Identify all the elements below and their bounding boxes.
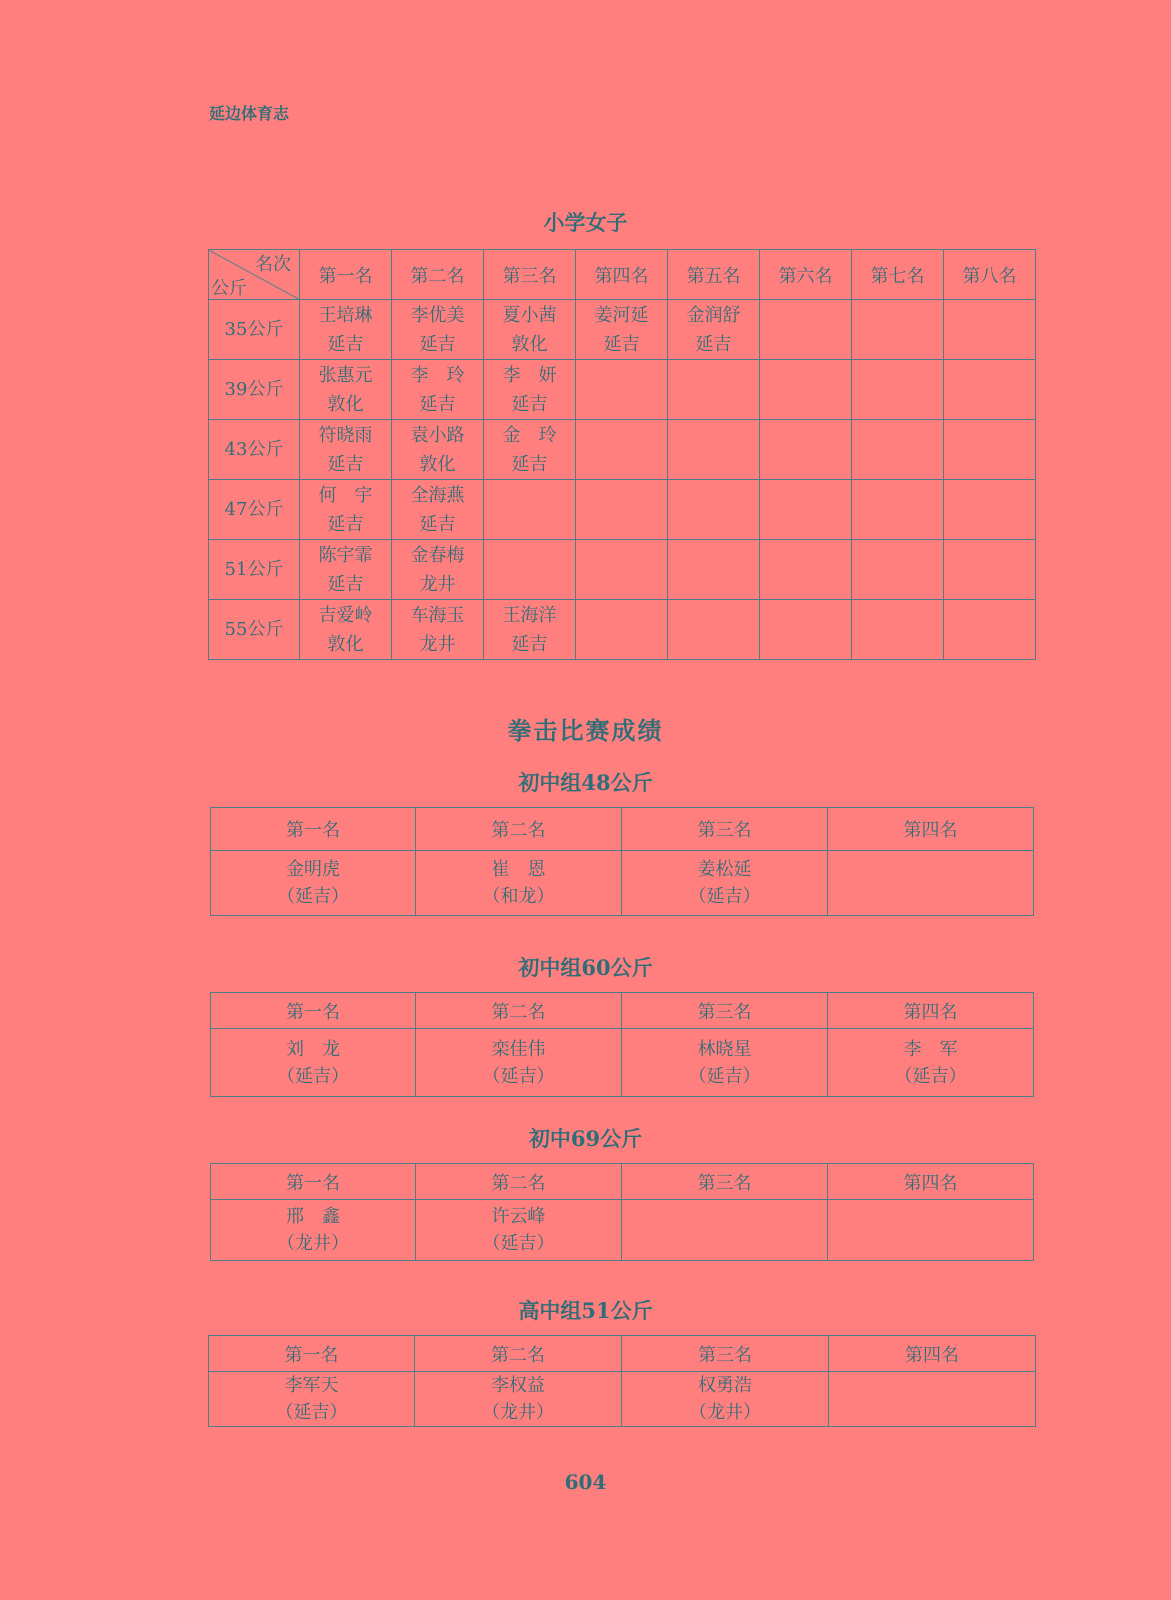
result-cell [300,540,392,600]
athlete-name: 李 玲 [410,364,465,386]
athlete-name: 金明虎 [286,859,340,880]
athlete-name: 符晓雨 [318,424,373,446]
boxing-table-title: 高中组51公斤 [518,1298,653,1323]
result-cell [760,360,852,420]
result-cell [484,420,576,480]
weight-class-cell: 43公斤 [209,420,300,480]
athlete-team: 敦化 [327,633,364,655]
result-cell [668,600,760,660]
athlete-name: 袁小路 [410,424,465,446]
column-header: 第二名 [416,993,622,1029]
girls-table-header-row [209,250,1036,300]
boxing-header-row [211,1164,1034,1200]
athlete-team: （龙井） [689,1402,761,1423]
column-header: 第四名 [828,808,1034,851]
athlete-name: 王海洋 [502,604,557,626]
result-cell [852,480,944,540]
weight-class-row [209,480,1036,540]
athlete-team: 延吉 [419,393,456,415]
result-cell [852,600,944,660]
column-header: 第四名 [829,1336,1036,1372]
result-cell [944,360,1036,420]
result-cell [300,300,392,360]
result-cell [416,851,622,916]
athlete-team: 延吉 [419,333,456,355]
result-cell [416,1029,622,1097]
column-header: 第三名 [622,1164,828,1200]
column-header: 第二名 [392,250,484,300]
weight-class-cell: 39公斤 [209,360,300,420]
result-cell [300,360,392,420]
result-cell [416,1200,622,1261]
result-cell [576,480,668,540]
athlete-team: 延吉 [695,333,732,355]
result-cell [852,420,944,480]
column-header: 第四名 [828,993,1034,1029]
athlete-name: 李优美 [410,304,465,326]
athlete-team: 龙井 [419,573,456,595]
result-cell [300,600,392,660]
athlete-team: （延吉） [277,886,349,907]
result-cell [668,540,760,600]
athlete-name: 崔 恩 [491,859,546,880]
result-cell [484,480,576,540]
result-cell [828,1029,1034,1097]
result-cell [852,360,944,420]
column-header: 第四名 [828,1164,1034,1200]
athlete-name: 陈宇霏 [318,544,373,566]
column-header: 第一名 [211,993,416,1029]
boxing-result-row [211,851,1034,916]
result-cell [760,480,852,540]
result-cell [944,540,1036,600]
weight-class-row [209,540,1036,600]
athlete-team: 延吉 [511,393,548,415]
column-header: 第一名 [209,1336,415,1372]
athlete-team: （延吉） [482,1065,555,1087]
athlete-team: （龙井） [277,1233,349,1254]
athlete-name: 李 妍 [502,364,557,386]
result-cell [392,480,484,540]
column-header: 第三名 [622,993,828,1029]
column-header: 第五名 [668,250,760,300]
boxing-result-row [209,1372,1036,1427]
boxing-result-row [211,1200,1034,1261]
column-header: 第一名 [211,808,416,851]
athlete-team: （延吉） [275,1402,348,1423]
athlete-name: 林晓星 [697,1038,752,1060]
weight-class-row [209,300,1036,360]
weight-class-row [209,420,1036,480]
athlete-team: （和龙） [482,886,555,907]
result-cell [576,540,668,600]
result-cell [944,420,1036,480]
result-cell [484,300,576,360]
result-cell [484,360,576,420]
athlete-team: 延吉 [327,513,364,535]
athlete-team: 延吉 [511,453,548,475]
column-header: 第一名 [300,250,392,300]
result-cell [576,360,668,420]
weight-class-cell: 47公斤 [209,480,300,540]
result-cell [760,300,852,360]
result-cell [668,360,760,420]
weight-class-cell: 51公斤 [209,540,300,600]
athlete-team: 敦化 [419,453,456,475]
result-cell [415,1372,622,1427]
athlete-name: 权勇浩 [698,1375,752,1396]
result-cell [300,420,392,480]
boxing-table-title: 初中69公斤 [528,1126,643,1151]
boxing-header-row [211,993,1034,1029]
boxing-table [210,992,1034,1097]
athlete-name: 许云峰 [491,1206,546,1227]
result-cell [392,360,484,420]
athlete-name: 李军天 [284,1375,339,1396]
athlete-name: 吉爱岭 [318,604,373,626]
athlete-team: （延吉） [277,1065,349,1087]
athlete-name: 姜河延 [594,304,649,326]
boxing-result-row [211,1029,1034,1097]
athlete-team: （延吉） [688,886,761,907]
boxing-table [210,1163,1034,1261]
column-header: 第三名 [484,250,576,300]
boxing-table-title: 初中组60公斤 [518,955,653,980]
column-header: 第三名 [622,1336,829,1372]
weight-class-cell: 35公斤 [209,300,300,360]
result-cell [576,420,668,480]
weight-class-cell: 55公斤 [209,600,300,660]
result-cell [668,480,760,540]
result-cell [668,300,760,360]
result-cell [828,1200,1034,1261]
result-cell [622,1200,828,1261]
athlete-team: 延吉 [327,573,364,595]
boxing-table [208,1335,1036,1427]
athlete-name: 金润舒 [686,304,741,326]
result-cell [392,300,484,360]
corner-weight-label: 公斤 [211,278,247,299]
column-header: 第二名 [415,1336,622,1372]
column-header: 第一名 [211,1164,416,1200]
athlete-team: 敦化 [511,333,548,355]
column-header: 第二名 [416,1164,622,1200]
column-header: 第三名 [622,808,828,851]
result-cell [944,480,1036,540]
boxing-table [210,807,1034,916]
page-number: 604 [564,1470,607,1494]
athlete-team: 龙井 [419,633,456,655]
boxing-header-row [211,808,1034,851]
athlete-team: 延吉 [327,333,364,355]
result-cell [211,851,416,916]
athlete-name: 张惠元 [318,364,373,386]
column-header: 第四名 [576,250,668,300]
result-cell [760,540,852,600]
athlete-name: 车海玉 [410,604,465,626]
running-header: 延边体育志 [209,104,290,123]
result-cell [668,420,760,480]
athlete-team: 延吉 [327,453,364,475]
result-cell [300,480,392,540]
athlete-team: 延吉 [603,333,640,355]
result-cell [828,851,1034,916]
athlete-name: 夏小茜 [502,304,557,326]
result-cell [760,600,852,660]
boxing-section-title: 拳击比赛成绩 [507,716,664,745]
weight-class-row [209,360,1036,420]
athlete-name: 姜松延 [697,859,752,880]
athlete-team: 敦化 [327,393,364,415]
result-cell [852,300,944,360]
athlete-name: 金春梅 [410,544,465,566]
athlete-team: （延吉） [894,1065,967,1087]
girls-results-table [208,249,1036,660]
athlete-name: 李 军 [903,1038,958,1060]
weight-class-row [209,600,1036,660]
athlete-name: 何 宇 [318,484,373,506]
girls-section-title: 小学女子 [543,210,628,235]
column-header: 第二名 [416,808,622,851]
boxing-table-title: 初中组48公斤 [518,770,653,795]
result-cell [211,1029,416,1097]
result-cell [944,300,1036,360]
athlete-name: 栾佳伟 [491,1038,546,1060]
result-cell [829,1372,1036,1427]
result-cell [211,1200,416,1261]
athlete-name: 全海燕 [410,484,465,506]
athlete-team: （延吉） [688,1065,761,1087]
column-header: 第六名 [760,250,852,300]
athlete-name: 邢 鑫 [286,1206,340,1227]
athlete-name: 李权益 [491,1375,545,1396]
table-corner-cell [209,250,300,300]
result-cell [392,420,484,480]
athlete-team: （延吉） [482,1233,555,1254]
athlete-team: 延吉 [511,633,548,655]
result-cell [576,300,668,360]
boxing-header-row [209,1336,1036,1372]
result-cell [392,540,484,600]
result-cell [209,1372,415,1427]
athlete-name: 金 玲 [502,424,557,446]
result-cell [484,600,576,660]
result-cell [852,540,944,600]
result-cell [392,600,484,660]
athlete-name: 王培琳 [318,304,373,326]
column-header: 第七名 [852,250,944,300]
result-cell [576,600,668,660]
result-cell [622,851,828,916]
athlete-team: 延吉 [419,513,456,535]
column-header: 第八名 [944,250,1036,300]
athlete-name: 刘 龙 [286,1038,340,1060]
corner-rank-label: 名次 [255,254,291,275]
result-cell [944,600,1036,660]
result-cell [622,1372,829,1427]
result-cell [484,540,576,600]
athlete-team: （龙井） [482,1402,554,1423]
result-cell [760,420,852,480]
result-cell [622,1029,828,1097]
